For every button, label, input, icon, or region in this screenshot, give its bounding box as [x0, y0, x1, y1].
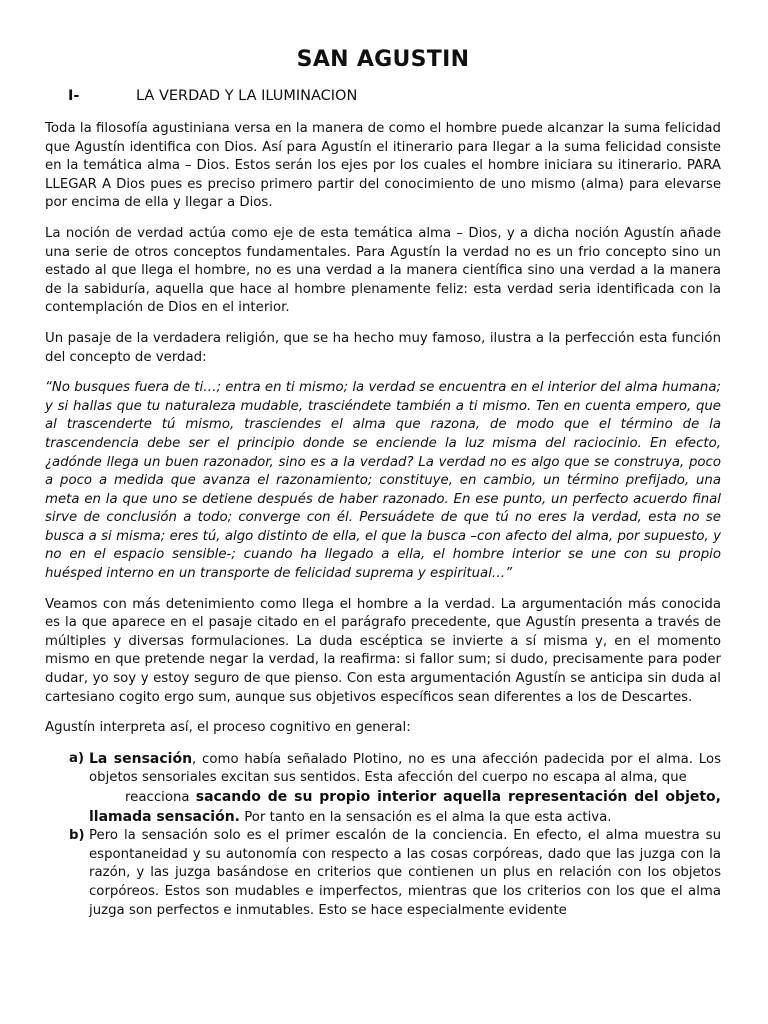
paragraph-1: Toda la filosofía agustiniana versa en la manera de como el hombre puede alcanzar la suma felicidad que Agustín identifica con Dios. Así para Agustín el itinerario para llegar a la suma felicidad consiste en la temática alma – Dios. Estos serán los ejes por los cuales el hombre iniciara su itinerario. PARA LLEGAR A Dios pues es preciso primero partir del conocimiento de uno mismo (alma) para elevarse por encima de ella y llegar a Dios. [45, 121, 721, 211]
section-number: I- [68, 88, 80, 104]
paragraph-4: Veamos con más detenimiento como llega el hombre a la verdad. La argumentación más conocida es la que aparece en el pasaje citado en el parágrafo precedente, que Agustín presenta a través de múltiples y diversas formulaciones. La duda escéptica se invierte a sí misma y, en el momento mismo en que pretende negar la verdad, la reafirma: si fallor sum; si dudo, precisamente para poder dudar, yo soy y estoy seguro de que pienso. Con esta argumentación Agustín se anticipa sin duda al cartesiano cogito ergo sum, aunque sus objetivos específicos sean diferentes a los de Descartes. [45, 596, 721, 705]
list-text-segment: Por tanto en la sensación es el alma la que esta activa. [240, 809, 612, 825]
emphasis-text: sacando de su propio interior aquella representación del objeto, llamada sensación. [89, 789, 721, 825]
section-heading [45, 86, 721, 106]
list-item-text [89, 750, 721, 827]
list-text-segment: , como había señalado Plotino, no es una afección padecida por el alma. Los objetos sensoriales excitan sus sentidos. Esta afección del cuerpo no escapa al alma, que [89, 751, 722, 786]
term-sensacion: La sensación [89, 750, 193, 767]
list-marker: b) [69, 828, 85, 844]
paragraph-2: La noción de verdad actúa como eje de esta temática alma – Dios, y a dicha noción Agustín añade una serie de otros conceptos fundamentales. Para Agustín la verdad no es un frio concepto sino un estado al que llega el hombre, no es una verdad a la manera científica sino una verdad a la manera de la sabiduría, aquella que hace al hombre plenamente feliz: esta verdad seria identificada con la contemplación de Dios en el interior. [45, 225, 721, 316]
section-title: LA VERDAD Y LA ILUMINACION [136, 88, 358, 104]
list-item [45, 750, 721, 827]
list-text-segment: reacciona [125, 790, 196, 805]
document-title: SAN AGUSTIN [296, 47, 470, 72]
list-item-text: Pero la sensación solo es el primer escalón de la conciencia. En efecto, el alma muestra su espontaneidad y su autonomía con respecto a las cosas corpóreas, dado que las juzga con la razón, y las juzga basándose en criterios que contienen un plus en relación con los objetos corpóreos. Estos son mudables e imperfectos, mientras que los criterios con los que el alma juzga son perfectos e inmutables. Esto se hace especialmente evidente [89, 828, 721, 918]
paragraph-5: Agustín interpreta así, el proceso cognitivo en general: [45, 720, 411, 736]
process-list [45, 750, 721, 920]
list-item [45, 827, 721, 920]
paragraph-3: Un pasaje de la verdadera religión, que se ha hecho muy famoso, ilustra a la perfección esta función del concepto de verdad: [45, 330, 721, 365]
quote-paragraph: “No busques fuera de ti…; entra en ti mismo; la verdad se encuentra en el interior del alma humana; y si hallas que tu naturaleza mudable, trasciéndete también a ti mismo. Ten en cuenta empero, que al trascenderte tú mismo, trasciendes el alma que razona, de modo que el término de la trascendencia debe ser el principio donde se enciende la luz misma del raciocinio. En efecto, ¿adónde llega un buen razonador, sino es a la verdad? La verdad no es algo que se construya, poco a poco a medida que avanza el razonamiento; constituye, en cambio, un término prefijado, una meta en la que uno se detiene después de haber razonado. En ese punto, un perfecto acuerdo final sirve de conclusión a todo; converge con él. Persuádete de que tú no eres la verdad, esta no se busca a si misma; eres tú, algo distinto de ella, el que la busca –con afecto del alma, por supuesto, y no en el espacio sensible-; cuando ha llegado a ella, el hombre interior se une con su propio huésped interno en un transporte de felicidad suprema y espiritual…” [45, 380, 721, 582]
list-marker: a) [69, 750, 85, 766]
document-page [45, 44, 721, 920]
